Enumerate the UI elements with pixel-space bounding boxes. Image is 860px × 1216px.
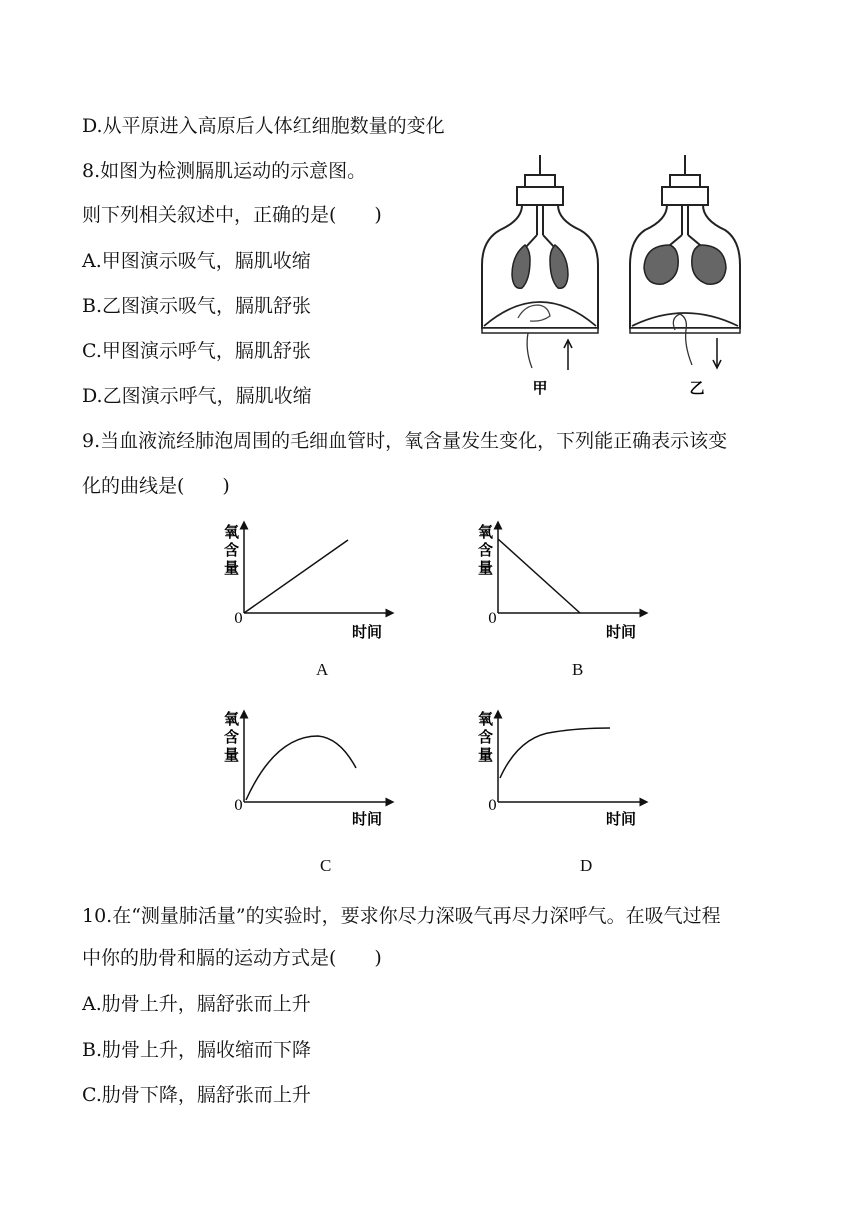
graph-a — [220, 515, 400, 645]
q10-stem-line1: 10.在“测量肺活量”的实验时，要求你尽力深吸气再尽力深呼气。在吸气过程 — [82, 905, 721, 927]
x-label-b: 时间 — [606, 623, 637, 641]
x-label-c: 时间 — [352, 810, 383, 828]
figure-label-right: 乙 — [689, 379, 705, 397]
q8-option-d: D.乙图演示呼气，膈肌收缩 — [82, 385, 312, 407]
svg-text:氧: 氧 — [224, 710, 240, 728]
q9-stem-line2: 化的曲线是( ) — [82, 475, 230, 497]
curve-b — [498, 539, 580, 613]
q9-stem-line1: 9.当血液流经肺泡周围的毛细血管时，氧含量发生变化，下列能正确表示该变 — [82, 430, 728, 452]
q10-option-a: A.肋骨上升，膈舒张而上升 — [82, 993, 311, 1015]
q7-option-d: D.从平原进入高原后人体红细胞数量的变化 — [82, 115, 445, 137]
hand-right — [673, 314, 692, 365]
origin-a: 0 — [234, 611, 243, 627]
graph-c — [220, 706, 400, 836]
graph-b — [474, 515, 654, 645]
q10-stem-line2: 中你的肋骨和膈的运动方式是( ) — [82, 947, 382, 969]
hand-left — [527, 333, 532, 368]
y-label-a: 氧 — [224, 523, 240, 541]
x-label-a: 时间 — [352, 623, 383, 641]
figure-label-left: 甲 — [532, 379, 548, 397]
q8-option-b: B.乙图演示吸气，膈肌舒张 — [82, 295, 312, 317]
q8-stem-line1: 8.如图为检测膈肌运动的示意图。 — [82, 160, 367, 182]
q10-option-b: B.肋骨上升，膈收缩而下降 — [82, 1039, 312, 1061]
svg-text:含: 含 — [478, 728, 494, 746]
x-label-d: 时间 — [606, 810, 637, 828]
graph-letter-c: C — [320, 856, 332, 875]
q8-option-a: A.甲图演示吸气，膈肌收缩 — [82, 250, 311, 272]
q8-option-c: C.甲图演示呼气，膈肌舒张 — [82, 340, 311, 362]
svg-text:量: 量 — [224, 746, 240, 764]
lung-right-jar2 — [692, 245, 726, 284]
lung-left-jar1 — [512, 245, 530, 288]
bell-jar-left — [482, 155, 598, 370]
svg-text:量: 量 — [478, 746, 494, 764]
svg-text:量: 量 — [224, 559, 240, 577]
origin-d: 0 — [488, 798, 497, 814]
lung-right-jar1 — [550, 245, 568, 288]
svg-text:氧: 氧 — [478, 523, 494, 541]
lung-left-jar2 — [644, 245, 678, 284]
q10-option-c: C.肋骨下降，膈舒张而上升 — [82, 1084, 311, 1106]
svg-text:氧: 氧 — [478, 710, 494, 728]
curve-a — [244, 540, 348, 613]
svg-text:含: 含 — [478, 541, 494, 559]
svg-text:含: 含 — [224, 728, 240, 746]
graph-letter-d: D — [580, 856, 593, 875]
origin-b: 0 — [488, 611, 497, 627]
origin-c: 0 — [234, 798, 243, 814]
svg-text:量: 量 — [478, 559, 494, 577]
graph-letter-b: B — [572, 660, 584, 679]
graph-letter-a: A — [316, 660, 329, 679]
q8-stem-line2: 则下列相关叙述中，正确的是( ) — [82, 204, 382, 226]
graph-d — [474, 706, 654, 836]
svg-text:含: 含 — [224, 541, 240, 559]
curve-c — [246, 736, 356, 800]
curve-d — [500, 728, 610, 778]
diaphragm-model-figure — [470, 150, 770, 400]
bell-jar-right — [630, 155, 740, 368]
